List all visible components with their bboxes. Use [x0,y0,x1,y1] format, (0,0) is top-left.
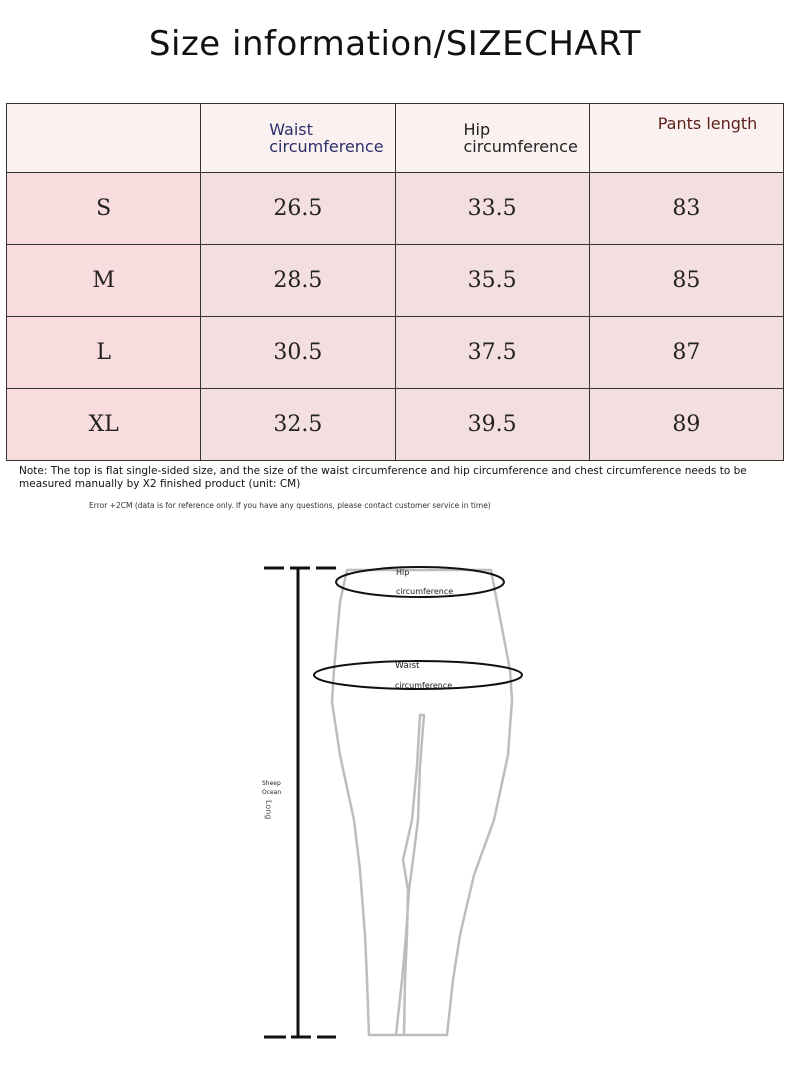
measurement-note: Note: The top is flat single-sided size, and the size of the waist circumference and hip circumference and chest circumference needs to be measured manually by X2 finished product (unit: CM) [19,465,747,490]
length-cell: 83 [589,173,783,245]
size-cell: S [7,173,201,245]
hip-label-2: circumference [396,587,454,596]
waist-label-1: Waist [395,661,420,671]
hip-cell: 33.5 [395,173,589,245]
length-measure-line [264,568,336,1037]
waist-cell: 30.5 [201,317,395,389]
table-row [7,245,784,317]
waist-cell: 32.5 [201,389,395,461]
table-row [7,173,784,245]
page-title: Size information/SIZECHART [148,24,642,64]
watermark-line-2: Ocean [262,789,282,796]
table-row [7,317,784,389]
size-cell: XL [7,389,201,461]
waist-label-2: circumference [395,681,453,690]
length-label: Long [264,800,273,820]
header-hip-line2: circumference [463,137,578,156]
size-cell: L [7,317,201,389]
waist-cell: 28.5 [201,245,395,317]
watermark-line-1: Sheep [262,780,281,787]
hip-cell: 39.5 [395,389,589,461]
waist-cell: 26.5 [201,173,395,245]
leggings-outline [332,570,512,1035]
size-chart-table [6,103,784,461]
header-waist-line2: circumference [269,137,384,156]
hip-cell: 35.5 [395,245,589,317]
header-hip-line1: Hip [463,120,491,139]
header-waist-line1: Waist [269,120,313,139]
length-cell: 85 [589,245,783,317]
hip-cell: 37.5 [395,317,589,389]
leggings-diagram [0,540,790,1078]
table-row [7,389,784,461]
error-note: Error +2CM (data is for reference only. If you have any questions, please contact customer service in time) [89,501,491,510]
table-header-row [7,104,784,173]
size-cell: M [7,245,201,317]
header-length [589,104,783,173]
header-hip [395,104,589,173]
length-cell: 87 [589,317,783,389]
length-cell: 89 [589,389,783,461]
hip-label-1: Hip [396,568,410,577]
header-length-label: Pants length [657,114,758,133]
header-corner [7,104,201,173]
header-waist [201,104,395,173]
